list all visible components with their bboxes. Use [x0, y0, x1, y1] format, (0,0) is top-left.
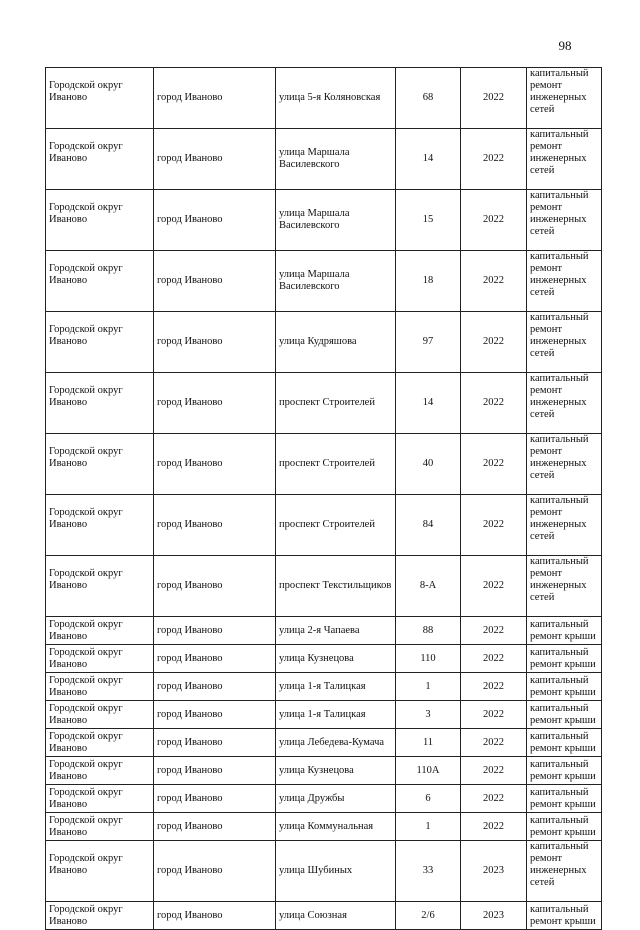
table-row [46, 495, 602, 556]
street-cell: улица Маршала Василевского [276, 251, 396, 312]
street-cell: улица Кузнецова [276, 645, 396, 673]
city-cell: город Иваново [154, 673, 276, 701]
house-number-cell: 2/6 [396, 902, 461, 930]
house-number-cell: 14 [396, 373, 461, 434]
table-body [46, 68, 602, 930]
street-cell: проспект Текстильщиков [276, 556, 396, 617]
district-cell: Городской округ Иваново [46, 841, 154, 902]
street-cell: проспект Строителей [276, 373, 396, 434]
city-cell: город Иваново [154, 785, 276, 813]
house-number-cell: 18 [396, 251, 461, 312]
house-number-cell: 110 [396, 645, 461, 673]
year-cell: 2022 [461, 312, 527, 373]
house-number-cell: 1 [396, 673, 461, 701]
house-number-cell: 84 [396, 495, 461, 556]
year-cell: 2023 [461, 841, 527, 902]
street-cell: улица 5-я Коляновская [276, 68, 396, 129]
work-type-cell: капитальный ремонт инженерных сетей [527, 841, 602, 902]
table-row [46, 645, 602, 673]
page-number: 98 [558, 38, 572, 53]
table-row [46, 701, 602, 729]
street-cell: улица 2-я Чапаева [276, 617, 396, 645]
house-number-cell: 97 [396, 312, 461, 373]
district-cell: Городской округ Иваново [46, 785, 154, 813]
street-cell: улица Кузнецова [276, 757, 396, 785]
district-cell: Городской округ Иваново [46, 902, 154, 930]
year-cell: 2022 [461, 434, 527, 495]
district-cell: Городской округ Иваново [46, 701, 154, 729]
work-type-cell: капитальный ремонт крыши [527, 701, 602, 729]
district-cell: Городской округ Иваново [46, 129, 154, 190]
work-type-cell: капитальный ремонт крыши [527, 645, 602, 673]
city-cell: город Иваново [154, 495, 276, 556]
table-row [46, 312, 602, 373]
work-type-cell: капитальный ремонт крыши [527, 617, 602, 645]
work-type-cell: капитальный ремонт крыши [527, 813, 602, 841]
year-cell: 2022 [461, 68, 527, 129]
city-cell: город Иваново [154, 68, 276, 129]
house-number-cell: 14 [396, 129, 461, 190]
city-cell: город Иваново [154, 129, 276, 190]
district-cell: Городской округ Иваново [46, 645, 154, 673]
table-row [46, 68, 602, 129]
district-cell: Городской округ Иваново [46, 813, 154, 841]
work-type-cell: капитальный ремонт инженерных сетей [527, 312, 602, 373]
city-cell: город Иваново [154, 617, 276, 645]
street-cell: улица 1-я Талицкая [276, 701, 396, 729]
work-type-cell: капитальный ремонт крыши [527, 757, 602, 785]
house-number-cell: 88 [396, 617, 461, 645]
table-row [46, 902, 602, 930]
year-cell: 2022 [461, 729, 527, 757]
house-number-cell: 1 [396, 813, 461, 841]
table-row [46, 556, 602, 617]
table-row [46, 841, 602, 902]
work-type-cell: капитальный ремонт инженерных сетей [527, 373, 602, 434]
city-cell: город Иваново [154, 434, 276, 495]
city-cell: город Иваново [154, 556, 276, 617]
table-row [46, 434, 602, 495]
district-cell: Городской округ Иваново [46, 190, 154, 251]
table-row [46, 617, 602, 645]
district-cell: Городской округ Иваново [46, 729, 154, 757]
table-row [46, 813, 602, 841]
street-cell: улица Коммунальная [276, 813, 396, 841]
work-type-cell: капитальный ремонт инженерных сетей [527, 129, 602, 190]
year-cell: 2023 [461, 902, 527, 930]
house-number-cell: 3 [396, 701, 461, 729]
year-cell: 2022 [461, 129, 527, 190]
house-number-cell: 110А [396, 757, 461, 785]
work-type-cell: капитальный ремонт инженерных сетей [527, 68, 602, 129]
street-cell: улица Лебедева-Кумача [276, 729, 396, 757]
table-row [46, 673, 602, 701]
house-number-cell: 8-А [396, 556, 461, 617]
table-row [46, 785, 602, 813]
work-type-cell: капитальный ремонт крыши [527, 729, 602, 757]
year-cell: 2022 [461, 673, 527, 701]
district-cell: Городской округ Иваново [46, 373, 154, 434]
table-row [46, 129, 602, 190]
city-cell: город Иваново [154, 813, 276, 841]
house-number-cell: 11 [396, 729, 461, 757]
district-cell: Городской округ Иваново [46, 312, 154, 373]
district-cell: Городской округ Иваново [46, 251, 154, 312]
table-row [46, 729, 602, 757]
district-cell: Городской округ Иваново [46, 68, 154, 129]
district-cell: Городской округ Иваново [46, 617, 154, 645]
table-row [46, 757, 602, 785]
house-number-cell: 15 [396, 190, 461, 251]
year-cell: 2022 [461, 701, 527, 729]
city-cell: город Иваново [154, 645, 276, 673]
district-cell: Городской округ Иваново [46, 434, 154, 495]
work-type-cell: капитальный ремонт инженерных сетей [527, 434, 602, 495]
year-cell: 2022 [461, 757, 527, 785]
work-type-cell: капитальный ремонт инженерных сетей [527, 495, 602, 556]
table-row [46, 251, 602, 312]
work-type-cell: капитальный ремонт крыши [527, 902, 602, 930]
house-number-cell: 40 [396, 434, 461, 495]
city-cell: город Иваново [154, 312, 276, 373]
street-cell: улица Кудряшова [276, 312, 396, 373]
street-cell: улица Союзная [276, 902, 396, 930]
district-cell: Городской округ Иваново [46, 556, 154, 617]
street-cell: улица Шубиных [276, 841, 396, 902]
year-cell: 2022 [461, 785, 527, 813]
year-cell: 2022 [461, 495, 527, 556]
street-cell: улица 1-я Талицкая [276, 673, 396, 701]
street-cell: улица Маршала Василевского [276, 129, 396, 190]
repair-schedule-table [45, 67, 602, 930]
district-cell: Городской округ Иваново [46, 495, 154, 556]
house-number-cell: 68 [396, 68, 461, 129]
city-cell: город Иваново [154, 251, 276, 312]
table-row [46, 373, 602, 434]
district-cell: Городской округ Иваново [46, 757, 154, 785]
year-cell: 2022 [461, 556, 527, 617]
city-cell: город Иваново [154, 190, 276, 251]
work-type-cell: капитальный ремонт крыши [527, 785, 602, 813]
city-cell: город Иваново [154, 373, 276, 434]
table-row [46, 190, 602, 251]
year-cell: 2022 [461, 645, 527, 673]
house-number-cell: 33 [396, 841, 461, 902]
city-cell: город Иваново [154, 757, 276, 785]
year-cell: 2022 [461, 190, 527, 251]
city-cell: город Иваново [154, 841, 276, 902]
city-cell: город Иваново [154, 729, 276, 757]
street-cell: проспект Строителей [276, 495, 396, 556]
work-type-cell: капитальный ремонт инженерных сетей [527, 556, 602, 617]
street-cell: проспект Строителей [276, 434, 396, 495]
house-number-cell: 6 [396, 785, 461, 813]
year-cell: 2022 [461, 617, 527, 645]
work-type-cell: капитальный ремонт крыши [527, 673, 602, 701]
year-cell: 2022 [461, 813, 527, 841]
street-cell: улица Маршала Василевского [276, 190, 396, 251]
year-cell: 2022 [461, 251, 527, 312]
year-cell: 2022 [461, 373, 527, 434]
district-cell: Городской округ Иваново [46, 673, 154, 701]
city-cell: город Иваново [154, 902, 276, 930]
work-type-cell: капитальный ремонт инженерных сетей [527, 190, 602, 251]
city-cell: город Иваново [154, 701, 276, 729]
street-cell: улица Дружбы [276, 785, 396, 813]
work-type-cell: капитальный ремонт инженерных сетей [527, 251, 602, 312]
